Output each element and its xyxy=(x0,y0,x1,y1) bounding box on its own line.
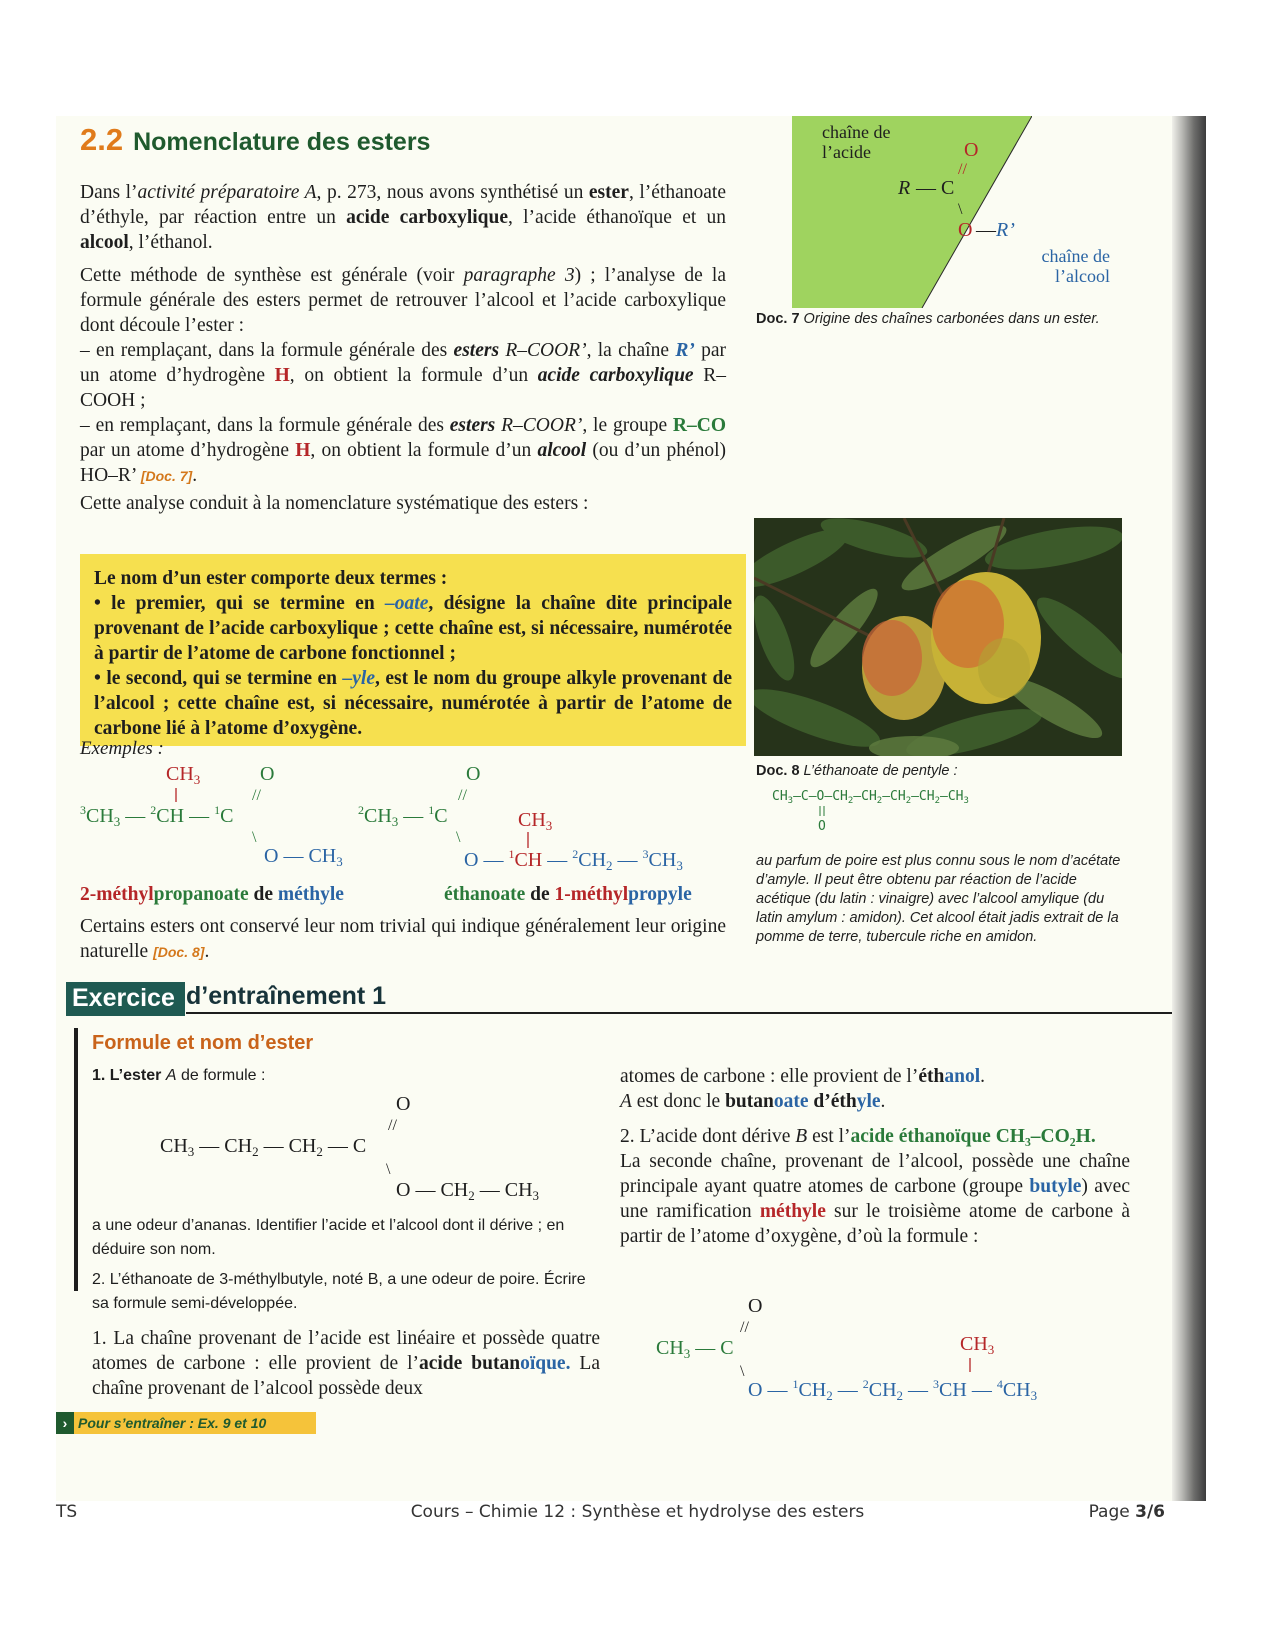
section-heading xyxy=(80,122,430,158)
practice-link[interactable]: › Pour s’entraîner : Ex. 9 et 10 xyxy=(56,1412,316,1434)
answer-2: 2. L’acide dont dérive B est l’acide éthanoïque CH₃–CO₂H. La seconde chaîne, provenant de l’alcool, possède une chaîne principale ayant quatre atomes de carbone (groupe butyle) avec une ramification méthyle sur le troisième atome de carbone à partir de l’atome d’oxygène, d’où la formule : xyxy=(620,1126,1130,1247)
svg-text:O: O xyxy=(396,1093,411,1115)
svg-text:\: \ xyxy=(456,829,461,846)
svg-text:O — 1CH2 — 2CH2 — 3CH — 4CH3: O — $^1CH_2$ — $^2CH_2$ — $^3$CH — $^4CH_3$ xyxy=(748,1377,1038,1403)
svg-text://: // xyxy=(458,787,467,804)
section-title: Nomenclature des esters xyxy=(133,128,431,156)
exercise-left-bar xyxy=(74,1028,78,1291)
svg-text:O — 1CH — 2CH2 — 3CH3: O — $^1$CH — $^2CH_2$ — $^3CH_3$ xyxy=(464,847,683,873)
svg-text:CH3 — CH2 — CH2 — C: $CH_3$ — $CH_2$ — $CH_2$ — C xyxy=(160,1135,367,1159)
svg-text:O — CH3: O — $CH_3$ xyxy=(264,845,343,869)
svg-text:CH3: $CH_3$ xyxy=(166,763,201,787)
example-1-name: 2-méthylpropanoate de méthyle xyxy=(80,884,344,905)
exercise-title: d’entraînement 1 xyxy=(186,982,387,1010)
svg-text:CH3: $CH_3$ xyxy=(518,809,553,833)
svg-text:3CH3 — 2CH — 1C: $^3CH_3$ — $^2$CH — $^1$C xyxy=(80,803,234,829)
nomenclature-rule-box xyxy=(80,554,746,746)
footer-left: TS xyxy=(56,1502,78,1522)
svg-text:CH3—C—O—CH2—CH2—CH2—CH2—CH3: $CH_3—C—O—CH_2—CH_2—CH_2—CH_2—CH_3$ xyxy=(772,789,969,806)
book-spine-shadow xyxy=(1172,116,1206,1501)
svg-text:R: R xyxy=(898,177,911,199)
intro-text xyxy=(80,180,726,524)
svg-text:O: O xyxy=(958,219,973,241)
svg-text:O — CH2 — CH3: O — $CH_2$ — $CH_3$ xyxy=(396,1179,540,1203)
textbook-page xyxy=(56,116,1206,1501)
chevron-right-icon: › xyxy=(56,1412,74,1434)
svg-text://: // xyxy=(252,787,261,804)
svg-text:O: O xyxy=(964,139,979,161)
example-formulas xyxy=(76,756,756,896)
answer-1-continued: atomes de carbone : elle provient de l’éthanol. A est donc le butanoate d’éthyle. xyxy=(620,1066,985,1112)
svg-text:— C: — C xyxy=(916,177,955,199)
intro-paragraph-1: Dans l’activité préparatoire A, p. 273, nous avons synthétisé un ester, l’éthanoate d’éthyle, par réaction entre un acide carboxylique, l’acide éthanoïque et un alcool, l’éthanol. xyxy=(80,182,726,253)
exercise-rule xyxy=(186,1012,1196,1014)
svg-text:\: \ xyxy=(740,1363,745,1380)
svg-text:O: O xyxy=(260,763,275,785)
doc8-title: Doc. 8 L’éthanoate de pentyle : xyxy=(756,763,958,779)
svg-text:CH3 — C: $CH_3$ — C xyxy=(656,1337,734,1361)
ester-a-formula xyxy=(156,1088,596,1208)
svg-text:O: O xyxy=(748,1295,763,1317)
doc7-caption: Doc. 7 Origine des chaînes carbonées dans un ester. xyxy=(756,311,1100,327)
question-1: 1. L’ester A de formule : xyxy=(92,1067,266,1084)
footer-page-number: Page 3/6 xyxy=(1088,1502,1165,1522)
svg-text:\: \ xyxy=(252,829,257,846)
bullet-alcohol: – en remplaçant, dans la formule générale des esters R–COOR’, le groupe R–CO par un atome d’hydrogène H, on obtient la formule d’un alcool (ou d’un phénol) HO–R’ [Doc. 7]. xyxy=(80,415,727,486)
examples-label: Exemples : xyxy=(80,738,164,759)
svg-text://: // xyxy=(388,1117,397,1134)
intro-paragraph-2: Cette méthode de synthèse est générale (voir paragraphe 3) ; l’analyse de la formule générale des esters permet de retrouver l’alcool et l’acide carboxylique dont découle l’ester : xyxy=(80,265,726,336)
exercise-subtitle: Formule et nom d’ester xyxy=(92,1032,314,1054)
section-number: 2.2 xyxy=(80,122,124,157)
rule-line-1: Le nom d’un ester comporte deux termes : xyxy=(94,568,448,589)
question-2: 2. L’éthanoate de 3-méthylbutyle, noté B, a une odeur de poire. Écrire sa formule semi-développée. xyxy=(92,1271,586,1312)
svg-text:\: \ xyxy=(386,1161,391,1178)
doc7-acid-chain-label: chaîne de l’acide xyxy=(822,122,891,162)
rule-line-3: • le second, qui se termine en –yle, est le nom du groupe alkyle provenant de l’alcool ; cette chaîne est, si nécessaire, numérotée à partir de l’atome de carbone lié à l’atome d’oxygène. xyxy=(94,668,732,739)
question-1-prompt: a une odeur d’ananas. Identifier l’acide et l’alcool dont il dérive ; en déduire son nom. xyxy=(92,1217,565,1258)
ester-b-formula xyxy=(654,1292,1134,1412)
svg-text://: // xyxy=(740,1319,749,1336)
doc8-formula xyxy=(772,782,1112,838)
intro-paragraph-3: Cette analyse conduit à la nomenclature systématique des esters : xyxy=(80,493,589,514)
rule-line-2: • le premier, qui se termine en –oate, désigne la chaîne dite principale provenant de l’acide carboxylique ; cette chaîne est, si nécessaire, numérotée à partir de l’atome de carbone fonctionnel ; xyxy=(94,593,732,664)
trivial-names-text: Certains esters ont conservé leur nom trivial qui indique généralement leur origine naturelle [Doc. 8]. xyxy=(80,916,726,962)
doc7-alcohol-chain-text: chaîne de l’alcool xyxy=(1041,246,1110,286)
pears-photo xyxy=(754,518,1122,756)
svg-text:—: — xyxy=(976,219,996,241)
svg-text:O: O xyxy=(466,763,481,785)
svg-text:O: O xyxy=(818,819,826,834)
footer-center: Cours – Chimie 12 : Synthèse et hydrolyse des esters xyxy=(410,1502,865,1522)
bullet-acid: – en remplaçant, dans la formule générale des esters R–COOR’, la chaîne R’ par un atome d’hydrogène H, on obtient la formule d’un acide carboxylique R–COOH ; xyxy=(80,340,727,411)
svg-text:CH3: $CH_3$ xyxy=(960,1333,995,1357)
svg-text:\: \ xyxy=(958,201,963,218)
exercise-tag: Exercice xyxy=(66,982,185,1016)
answer-1: 1. La chaîne provenant de l’acide est linéaire et possède quatre atomes de carbone : elle provient de l’acide butanoïque. La chaîne provenant de l’alcool possède deux xyxy=(92,1328,600,1399)
svg-text:R’: R’ xyxy=(996,219,1015,241)
svg-text:2CH3 — 1C: $^2CH_3$ — $^1$C xyxy=(358,803,448,829)
example-2-name: éthanoate de 1-méthylpropyle xyxy=(444,884,692,905)
svg-text://: // xyxy=(958,161,967,178)
doc8-caption: au parfum de poire est plus connu sous le nom d’acétate d’amyle. Il peut être obtenu par réaction de l’acide acétique (du latin : vinaigre) avec l’alcool amylique (du latin amylum : amidon). Cet alcool était jadis extrait de la pomme de terre, tubercule riche en amidon. xyxy=(756,853,1121,945)
